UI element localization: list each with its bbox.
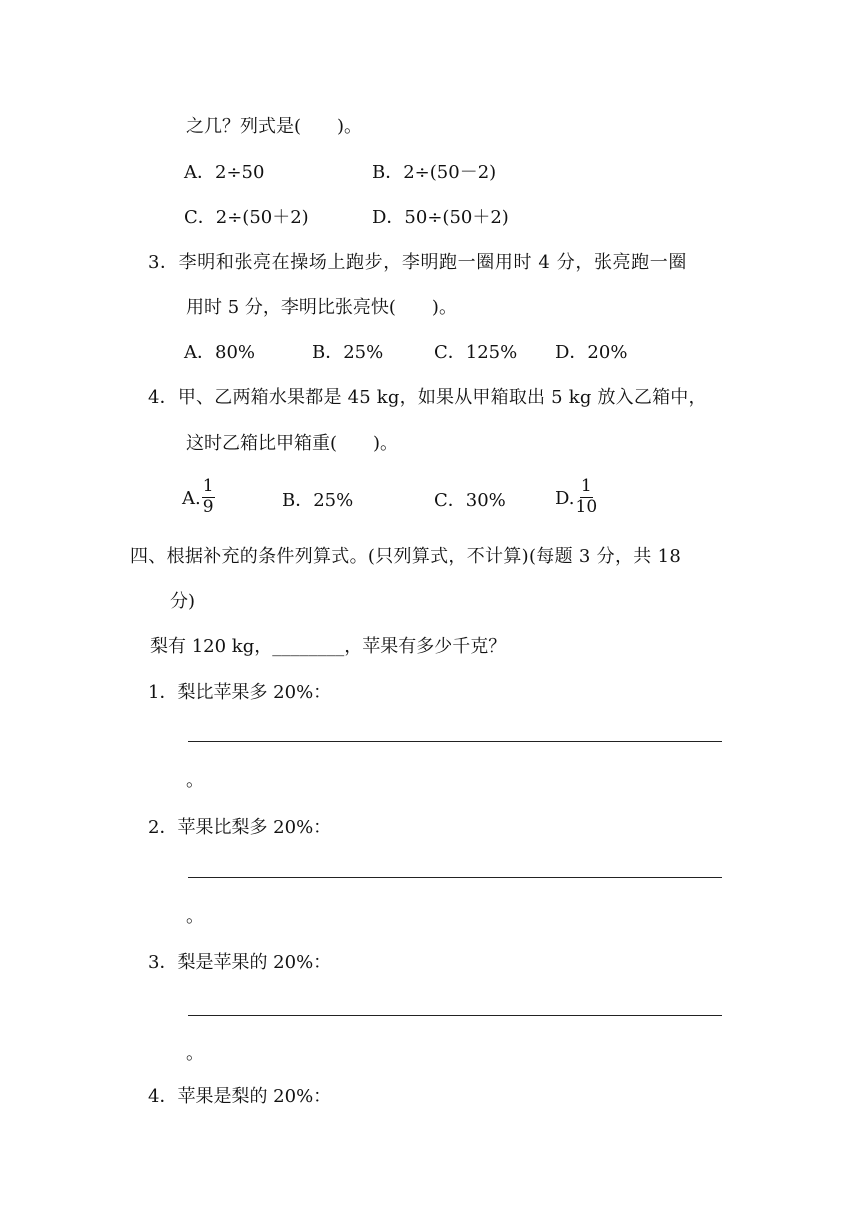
item2-answer-line[interactable]	[188, 877, 722, 878]
fraction-denominator: 9	[202, 496, 214, 517]
q4-line2: 这时乙箱比甲箱重( )。	[186, 433, 399, 454]
section4-heading-line2: 分)	[170, 591, 196, 612]
item1-answer-line[interactable]	[188, 741, 722, 742]
q4-option-a-label: A.	[182, 488, 201, 509]
q3-option-a: A．80%	[184, 342, 256, 363]
q4-option-d	[555, 478, 597, 517]
fraction	[202, 478, 215, 517]
q2-option-a: A．2÷50	[184, 162, 265, 183]
q3-line1: 3．李明和张亮在操场上跑步，李明跑一圈用时 4 分，张亮跑一圈	[148, 252, 687, 273]
section4-stem: 梨有 120 kg，________，苹果有多少千克？	[150, 636, 507, 657]
item1-label: 1．梨比苹果多 20%：	[148, 682, 332, 703]
item4-label: 4．苹果是梨的 20%：	[148, 1086, 332, 1107]
fraction	[576, 478, 598, 517]
q3-line2: 用时 5 分，李明比张亮快( )。	[186, 297, 457, 318]
q2-tail-text: 之几？列式是( )。	[186, 116, 363, 137]
fraction-numerator: 1	[202, 476, 214, 496]
item3-end-mark: 。	[186, 1043, 204, 1064]
q4-line1: 4．甲、乙两箱水果都是 45 kg，如果从甲箱取出 5 kg 放入乙箱中，	[148, 387, 707, 408]
item2-label: 2．苹果比梨多 20%：	[148, 817, 332, 838]
q4-option-c: C．30%	[434, 490, 506, 511]
q4-option-b: B．25%	[282, 490, 354, 511]
q4-option-d-label: D.	[555, 488, 575, 509]
item3-answer-line[interactable]	[188, 1015, 722, 1016]
q3-option-b: B．25%	[312, 342, 384, 363]
item3-label: 3．梨是苹果的 20%：	[148, 952, 332, 973]
fraction-numerator: 1	[580, 476, 592, 496]
q3-option-c: C．125%	[434, 342, 518, 363]
q2-option-d: D．50÷(50＋2)	[372, 207, 509, 228]
fraction-denominator: 10	[575, 496, 598, 517]
item2-end-mark: 。	[186, 906, 204, 927]
q4-option-a	[182, 478, 215, 517]
q2-option-c: C．2÷(50＋2)	[184, 207, 309, 228]
section4-heading-line1: 四、根据补充的条件列算式。(只列算式，不计算)(每题 3 分，共 18	[130, 546, 682, 567]
q3-option-d: D．20%	[555, 342, 628, 363]
q2-option-b: B．2÷(50－2)	[372, 162, 497, 183]
item1-end-mark: 。	[186, 770, 204, 791]
